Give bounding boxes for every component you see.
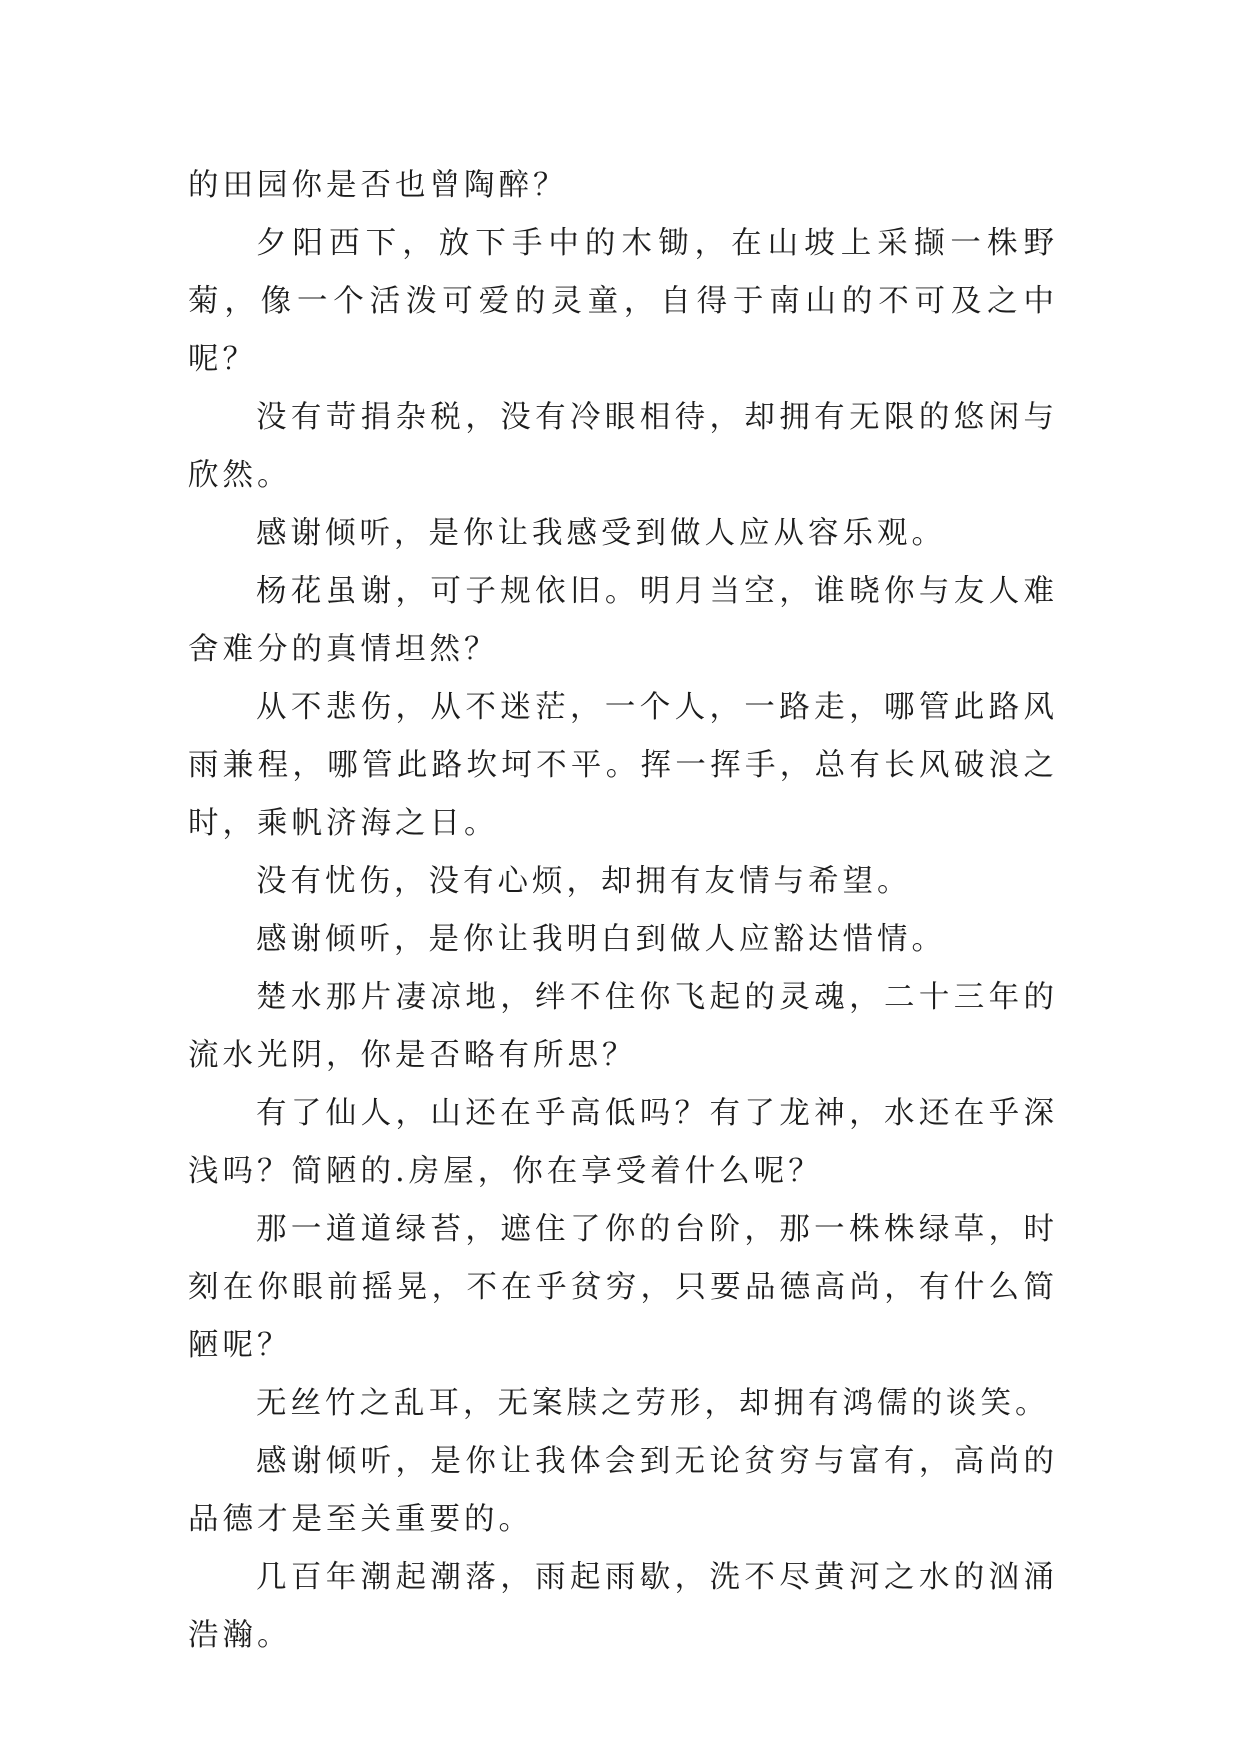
paragraph-1: 的田园你是否也曾陶醉？ (188, 168, 568, 203)
paragraph-6: 从不悲伤，从不迷茫，一个人，一路走，哪管此路风雨兼程，哪管此路坎坷不平。挥一挥手，总有长风破浪之时，乘帆济海之日。 (188, 690, 1058, 841)
paragraph-8: 感谢倾听，是你让我明白到做人应豁达惜情。 (256, 922, 946, 957)
paragraph-14: 几百年潮起潮落，雨起雨歇，洗不尽黄河之水的汹涌浩瀚。 (188, 1560, 1058, 1653)
paragraph-7: 没有忧伤，没有心烦，却拥有友情与希望。 (256, 864, 912, 899)
paragraph-13: 感谢倾听，是你让我体会到无论贫穷与富有，高尚的品德才是至关重要的。 (188, 1444, 1058, 1537)
paragraph-5: 杨花虽谢，可子规依旧。明月当空，谁晓你与友人难舍难分的真情坦然？ (188, 574, 1058, 667)
document-body (188, 157, 1058, 1665)
paragraph-11: 那一道道绿苔，遮住了你的台阶，那一株株绿草，时刻在你眼前摇晃，不在乎贫穷，只要品德高尚，有什么简陋呢？ (188, 1212, 1058, 1363)
paragraph-2: 夕阳西下，放下手中的木锄，在山坡上采撷一株野菊，像一个活泼可爱的灵童，自得于南山的不可及之中呢？ (188, 226, 1058, 377)
paragraph-3: 没有苛捐杂税，没有冷眼相待，却拥有无限的悠闲与欣然。 (188, 400, 1058, 493)
paragraph-10: 有了仙人，山还在乎高低吗？有了龙神，水还在乎深浅吗？简陋的.房屋，你在享受着什么呢？ (188, 1096, 1058, 1189)
paragraph-9: 楚水那片凄凉地，绊不住你飞起的灵魂，二十三年的流水光阴，你是否略有所思？ (188, 980, 1058, 1073)
paragraph-4: 感谢倾听，是你让我感受到做人应从容乐观。 (256, 516, 946, 551)
paragraph-12: 无丝竹之乱耳，无案牍之劳形，却拥有鸿儒的谈笑。 (256, 1386, 1050, 1421)
